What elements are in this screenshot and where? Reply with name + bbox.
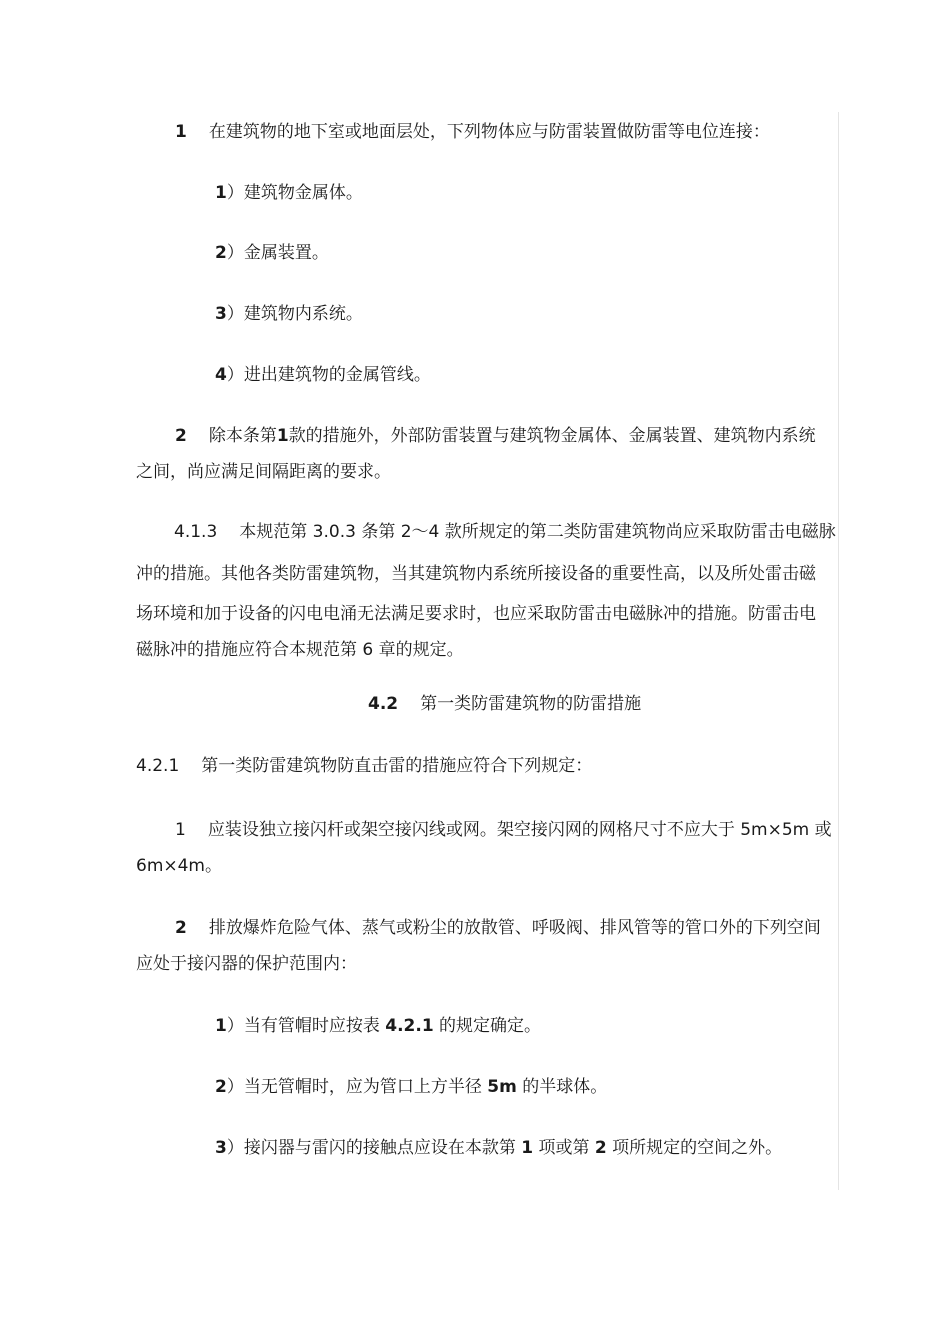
clause-4-2-1-2-line-2 bbox=[136, 946, 357, 982]
section-heading-4-2 bbox=[368, 686, 641, 722]
clause-text: 6m×4m。 bbox=[136, 856, 222, 876]
clause-1 bbox=[175, 114, 770, 150]
section-4-2-1 bbox=[136, 748, 592, 784]
item-text: ）金属装置。 bbox=[226, 243, 329, 263]
item-text: 项所规定的空间之外。 bbox=[606, 1138, 783, 1158]
item-text: ）当无管帽时，应为管口上方半径 bbox=[226, 1077, 488, 1097]
heading-number: 4.2 bbox=[368, 694, 399, 714]
item-number: 4 bbox=[215, 365, 227, 385]
item-ref: 5m bbox=[487, 1077, 517, 1097]
clause-text: 应处于接闪器的保护范围内： bbox=[136, 954, 357, 974]
clause-text: 应装设独立接闪杆或架空接闪线或网。架空接闪网的网格尺寸不应大于 5m×5m 或 bbox=[207, 820, 832, 840]
section-4-1-3-line-3 bbox=[136, 596, 816, 632]
item-number: 2 bbox=[215, 1077, 227, 1097]
item-number: 1 bbox=[215, 1016, 227, 1036]
section-4-1-3-line-2 bbox=[136, 556, 816, 592]
list-item bbox=[215, 1069, 607, 1105]
item-text: ）建筑物内系统。 bbox=[226, 304, 363, 324]
item-text: ）接闪器与雷闪的接触点应设在本款第 bbox=[226, 1138, 522, 1158]
clause-number: 2 bbox=[175, 426, 187, 446]
clause-4-2-1-2-line-1 bbox=[175, 910, 821, 946]
heading-title: 第一类防雷建筑物的防雷措施 bbox=[420, 694, 642, 714]
section-number: 4.1.3 bbox=[174, 522, 218, 542]
item-number: 2 bbox=[215, 243, 227, 263]
clause-text: 之间，尚应满足间隔距离的要求。 bbox=[136, 462, 391, 482]
item-ref: 1 bbox=[521, 1138, 534, 1158]
list-item bbox=[215, 235, 329, 271]
item-number: 1 bbox=[215, 183, 227, 203]
section-4-1-3-line-4 bbox=[136, 632, 464, 668]
section-number: 4.2.1 bbox=[136, 756, 180, 776]
section-text: 磁脉冲的措施应符合本规范第 6 章的规定。 bbox=[136, 640, 464, 660]
section-text: 第一类防雷建筑物防直击雷的措施应符合下列规定： bbox=[201, 756, 593, 776]
item-text: ）建筑物金属体。 bbox=[226, 183, 363, 203]
item-number: 3 bbox=[215, 1138, 227, 1158]
item-text: 的半球体。 bbox=[516, 1077, 608, 1097]
list-item bbox=[215, 1008, 541, 1044]
clause-number: 1 bbox=[175, 820, 186, 840]
list-item bbox=[215, 1130, 782, 1166]
item-text: 的规定确定。 bbox=[433, 1016, 542, 1036]
clause-ref-number: 1 bbox=[276, 426, 289, 446]
section-text: 本规范第 3.0.3 条第 2～4 款所规定的第二类防雷建筑物尚应采取防雷击电磁脉 bbox=[239, 522, 836, 542]
item-ref: 4.2.1 bbox=[385, 1016, 434, 1036]
clause-text: 排放爆炸危险气体、蒸气或粉尘的放散管、呼吸阀、排风管等的管口外的下列空间 bbox=[208, 918, 821, 938]
page-margin-line bbox=[838, 112, 839, 1190]
item-text: ）进出建筑物的金属管线。 bbox=[226, 365, 431, 385]
clause-text: 在建筑物的地下室或地面层处，下列物体应与防雷装置做防雷等电位连接： bbox=[208, 122, 770, 142]
clause-number: 1 bbox=[175, 122, 187, 142]
clause-4-2-1-1-line-2 bbox=[136, 848, 222, 884]
list-item bbox=[215, 296, 363, 332]
clause-text: 除本条第 bbox=[208, 426, 277, 446]
clause-2-line-1 bbox=[175, 418, 816, 454]
clause-2-line-2 bbox=[136, 454, 391, 490]
item-text: 项或第 bbox=[533, 1138, 595, 1158]
clause-text: 款的措施外，外部防雷装置与建筑物金属体、金属装置、建筑物内系统 bbox=[288, 426, 816, 446]
clause-4-2-1-1-line-1 bbox=[175, 812, 832, 848]
item-ref: 2 bbox=[594, 1138, 607, 1158]
clause-number: 2 bbox=[175, 918, 187, 938]
list-item bbox=[215, 357, 431, 393]
item-number: 3 bbox=[215, 304, 227, 324]
section-4-1-3-line-1 bbox=[174, 514, 836, 550]
item-text: ）当有管帽时应按表 bbox=[226, 1016, 386, 1036]
section-text: 场环境和加于设备的闪电电涌无法满足要求时，也应采取防雷击电磁脉冲的措施。防雷击电 bbox=[136, 604, 816, 624]
section-text: 冲的措施。其他各类防雷建筑物，当其建筑物内系统所接设备的重要性高，以及所处雷击磁 bbox=[136, 564, 816, 584]
list-item bbox=[215, 175, 363, 211]
